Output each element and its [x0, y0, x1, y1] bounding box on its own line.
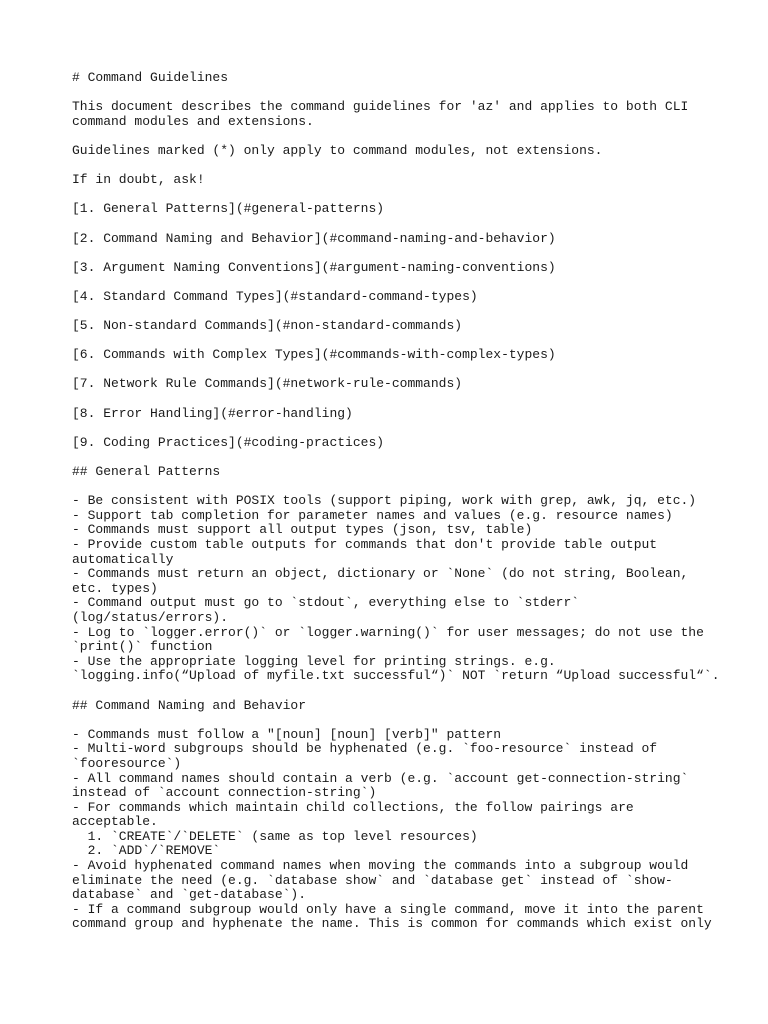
general-line: - Be consistent with POSIX tools (support piping, work with grep, awk, jq, etc.)	[72, 493, 697, 509]
document-page	[72, 70, 720, 932]
naming-line: `fooresource`)	[72, 755, 182, 771]
naming-line: - If a command subgroup would only have a single command, move it into the parent	[72, 901, 704, 917]
general-line: `print()` function	[72, 639, 213, 655]
naming-line: - All command names should contain a verb (e.g. `account get-connection-string`	[72, 770, 689, 786]
general-line: etc. types)	[72, 580, 158, 596]
general-line: - Provide custom table outputs for commands that don't provide table output	[72, 537, 658, 552]
naming-line: 1. `CREATE`/`DELETE` (same as top level resources)	[72, 828, 478, 844]
naming-line: acceptable.	[72, 814, 158, 830]
toc-item-7: [7. Network Rule Commands](#network-rule-commands)	[72, 376, 463, 392]
intro-line-1: This document describes the command guidelines for 'az' and applies to both CLI	[72, 99, 689, 115]
naming-line: eliminate the need (e.g. `database show` and `database get` instead of `show-	[72, 872, 673, 888]
intro-line-2: command modules and extensions.	[72, 113, 314, 129]
general-line: - Commands must support all output types (json, tsv, table)	[72, 522, 533, 538]
general-line: - Support tab completion for parameter names and values (e.g. resource names)	[72, 507, 673, 523]
naming-line: 2. `ADD`/`REMOVE`	[72, 843, 221, 859]
toc-item-4: [4. Standard Command Types](#standard-command-types)	[72, 288, 478, 304]
general-line: (log/status/errors).	[72, 609, 229, 625]
document-title: # Command Guidelines	[72, 70, 229, 85]
toc-item-3: [3. Argument Naming Conventions](#argument-naming-conventions)	[72, 259, 556, 275]
toc-item-5: [5. Non-standard Commands](#non-standard-commands)	[72, 318, 463, 334]
general-line: automatically	[72, 551, 174, 567]
general-line: `logging.info(“Upload of myfile.txt successful“)` NOT `return “Upload successful“`.	[72, 668, 720, 684]
naming-line: instead of `account connection-string`)	[72, 785, 377, 801]
toc-item-6: [6. Commands with Complex Types](#commands-with-complex-types)	[72, 347, 556, 363]
toc-item-2: [2. Command Naming and Behavior](#command-naming-and-behavior)	[72, 230, 556, 246]
toc-item-9: [9. Coding Practices](#coding-practices)	[72, 434, 385, 450]
section-heading-general-patterns: ## General Patterns	[72, 464, 221, 480]
naming-line: command group and hyphenate the name. This is common for commands which exist only	[72, 916, 712, 932]
section-heading-naming-behavior: ## Command Naming and Behavior	[72, 697, 307, 713]
intro-marked-note: Guidelines marked (*) only apply to command modules, not extensions.	[72, 142, 603, 158]
toc-item-1: [1. General Patterns](#general-patterns)	[72, 201, 385, 217]
naming-line: - For commands which maintain child collections, the follow pairings are	[72, 799, 634, 815]
general-line: - Command output must go to `stdout`, everything else to `stderr`	[72, 595, 580, 611]
toc-item-8: [8. Error Handling](#error-handling)	[72, 405, 353, 421]
general-line: - Use the appropriate logging level for printing strings. e.g.	[72, 653, 556, 669]
naming-line: - Avoid hyphenated command names when moving the commands into a subgroup would	[72, 858, 689, 874]
naming-line: - Commands must follow a "[noun] [noun] [verb]" pattern	[72, 726, 502, 742]
naming-line: database` and `get-database`).	[72, 887, 307, 903]
general-line: - Log to `logger.error()` or `logger.warning()` for user messages; do not use the	[72, 624, 704, 640]
intro-doubt-note: If in doubt, ask!	[72, 172, 205, 188]
naming-line: - Multi-word subgroups should be hyphenated (e.g. `foo-resource` instead of	[72, 741, 658, 757]
general-line: - Commands must return an object, dictionary or `None` (do not string, Boolean,	[72, 566, 689, 582]
